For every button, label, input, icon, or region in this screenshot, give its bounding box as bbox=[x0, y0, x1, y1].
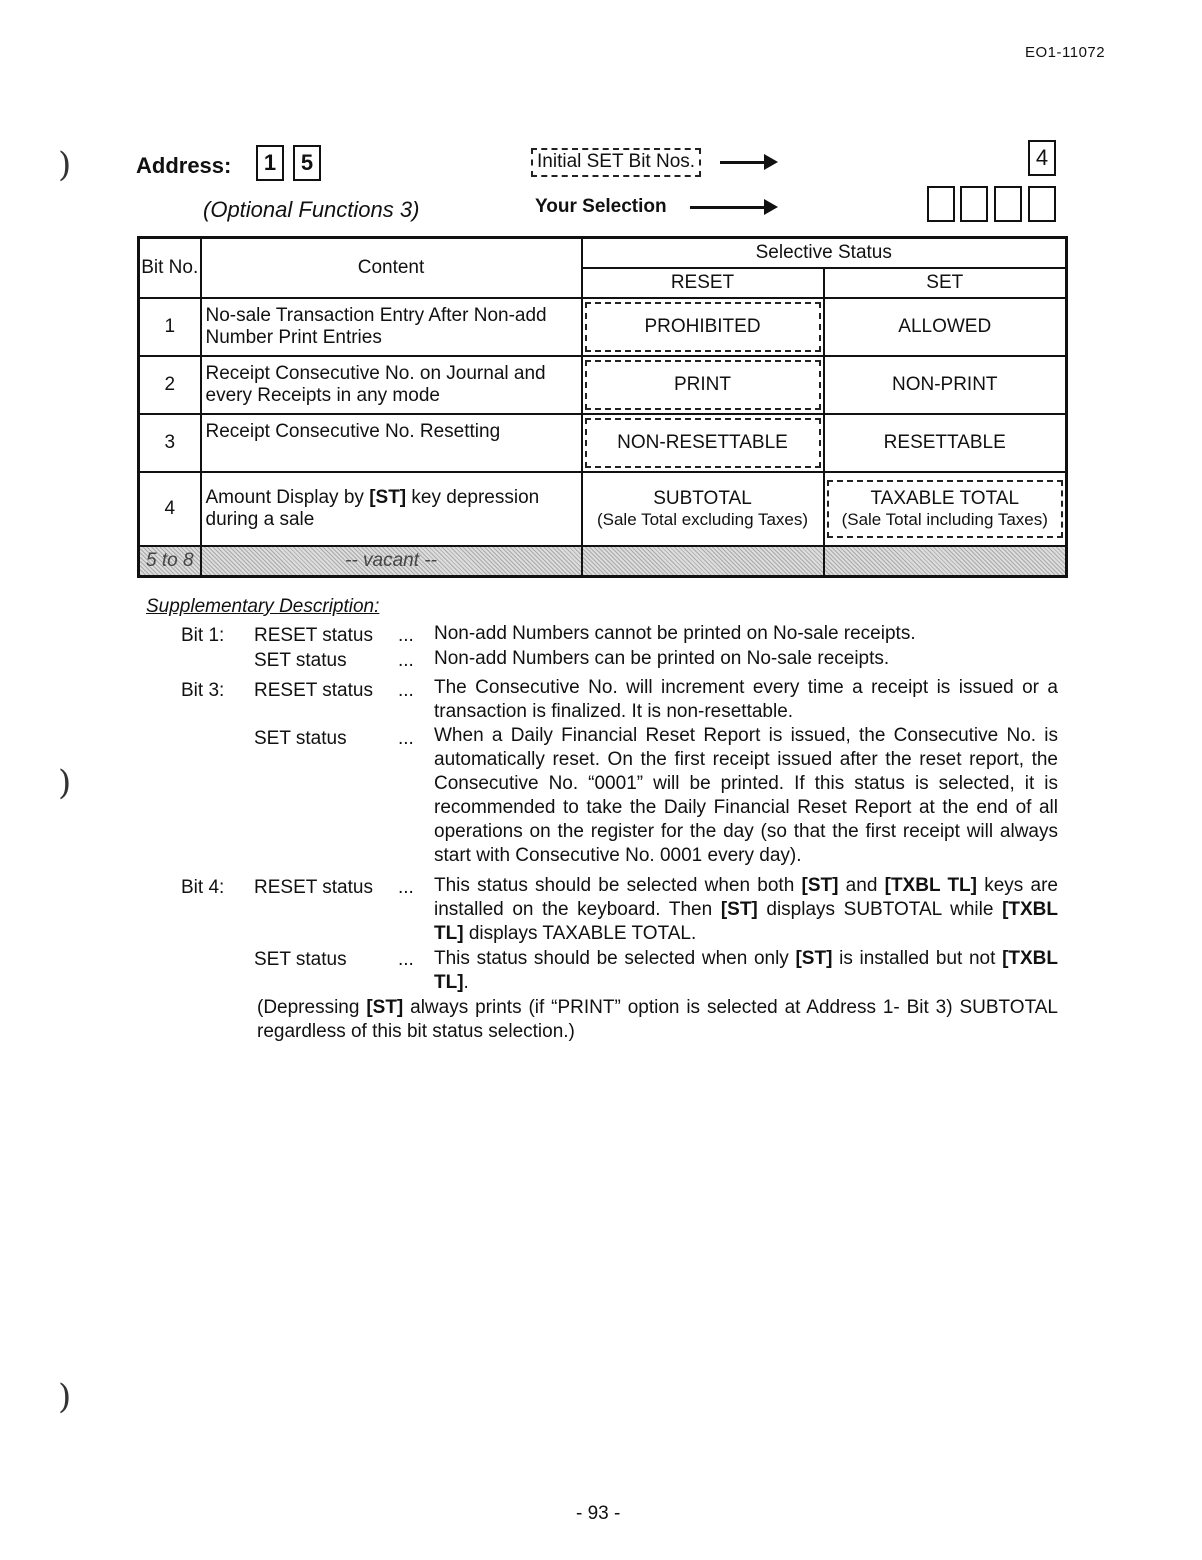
bit-content: Amount Display by [ST] key depression during a sale bbox=[201, 472, 582, 546]
table-row bbox=[139, 472, 1067, 546]
supplementary-title: Supplementary Description: bbox=[146, 596, 380, 617]
selection-box[interactable] bbox=[1028, 186, 1056, 222]
status-description: This status should be selected when both [ST] and [TXBL TL] keys are installed on the keyboard. Then [ST] displays SUBTOTAL while [TXBL TL] displays TAXABLE TOTAL. bbox=[434, 875, 1058, 944]
ellipsis: ... bbox=[398, 728, 414, 749]
page-number: - 93 - bbox=[576, 1503, 621, 1524]
supplementary-note: (Depressing [ST] always prints (if “PRINT” option is selected at Address 1- Bit 3) SUBTOTAL regardless of this bit status selection.) bbox=[257, 997, 1059, 1042]
initial-set-bits-label: Initial SET Bit Nos. bbox=[531, 148, 701, 177]
arrow-right-icon bbox=[720, 161, 774, 164]
bit-number: 1 bbox=[139, 298, 201, 356]
bit-status-table bbox=[137, 236, 1068, 578]
status-label: RESET status bbox=[254, 877, 373, 898]
reset-option: SUBTOTAL (Sale Total excluding Taxes) bbox=[582, 472, 824, 546]
binder-hole-mark: ) bbox=[58, 145, 72, 185]
bit-number: 4 bbox=[139, 472, 201, 546]
status-label: SET status bbox=[254, 949, 347, 970]
bit-number: 5 to 8 bbox=[139, 546, 201, 577]
address-digit-box: 1 bbox=[256, 145, 284, 181]
table-row-vacant bbox=[139, 546, 1067, 577]
reset-option-initial: NON-RESETTABLE bbox=[585, 418, 821, 468]
status-description: When a Daily Financial Reset Report is issued, the Consecutive No. is automatically reset. On the first receipt issued after the reset report, the Consecutive No. “0001” will be printed. If this status is selected, it is recommended to take the Daily Financial Reset Report at the end of all operations on the register for the day (so that the first receipt will always start with Consecutive No. 0001 every day). bbox=[434, 725, 1058, 866]
status-label: SET status bbox=[254, 650, 347, 671]
bit-label: Bit 3: bbox=[181, 680, 225, 701]
status-label: SET status bbox=[254, 728, 347, 749]
key-label: [ST] bbox=[369, 486, 407, 508]
set-option-cell bbox=[824, 472, 1067, 546]
address-label: Address: bbox=[136, 153, 232, 178]
set-option: NON-PRINT bbox=[824, 356, 1067, 414]
status-description: The Consecutive No. will increment every time a receipt is issued or a transaction is finalized. It is non-resettable. bbox=[434, 677, 1058, 722]
status-label: RESET status bbox=[254, 680, 373, 701]
bit-content: No-sale Transaction Entry After Non-add Number Print Entries bbox=[201, 298, 582, 356]
selection-box[interactable] bbox=[994, 186, 1022, 222]
ellipsis: ... bbox=[398, 650, 414, 671]
bit-number: 2 bbox=[139, 356, 201, 414]
table-row bbox=[139, 414, 1067, 472]
vacant-label: -- vacant -- bbox=[201, 546, 582, 577]
address-digit-box: 5 bbox=[293, 145, 321, 181]
column-header-content: Content bbox=[201, 238, 582, 298]
bit-content: Receipt Consecutive No. Resetting bbox=[201, 414, 582, 472]
initial-set-bits-value: 4 bbox=[1028, 140, 1056, 176]
ellipsis: ... bbox=[398, 625, 414, 646]
table-row bbox=[139, 298, 1067, 356]
set-option-initial: TAXABLE TOTAL (Sale Total including Taxes) bbox=[827, 480, 1064, 538]
selection-box[interactable] bbox=[927, 186, 955, 222]
page-subtitle: (Optional Functions 3) bbox=[203, 197, 420, 222]
status-description: This status should be selected when only [ST] is installed but not [TXBL TL]. bbox=[434, 948, 1058, 993]
status-description: Non-add Numbers cannot be printed on No-sale receipts. bbox=[434, 623, 916, 644]
bit-content: Receipt Consecutive No. on Journal and every Receipts in any mode bbox=[201, 356, 582, 414]
bit-number: 3 bbox=[139, 414, 201, 472]
status-label: RESET status bbox=[254, 625, 373, 646]
set-option: ALLOWED bbox=[824, 298, 1067, 356]
selection-box[interactable] bbox=[960, 186, 988, 222]
table-row bbox=[139, 356, 1067, 414]
column-header-selective-status: Selective Status bbox=[582, 238, 1067, 268]
reset-option-initial: PRINT bbox=[585, 360, 821, 410]
ellipsis: ... bbox=[398, 680, 414, 701]
bit-label: Bit 4: bbox=[181, 877, 225, 898]
reset-option-initial: PROHIBITED bbox=[585, 302, 821, 352]
set-option: RESETTABLE bbox=[824, 414, 1067, 472]
status-description: Non-add Numbers can be printed on No-sale receipts. bbox=[434, 648, 890, 669]
ellipsis: ... bbox=[398, 949, 414, 970]
binder-hole-mark: ) bbox=[58, 763, 72, 803]
document-id: EO1-11072 bbox=[1025, 44, 1106, 61]
your-selection-label: Your Selection bbox=[535, 196, 667, 217]
bit-label: Bit 1: bbox=[181, 625, 225, 646]
column-header-reset: RESET bbox=[582, 268, 824, 298]
arrow-right-icon bbox=[690, 206, 774, 209]
ellipsis: ... bbox=[398, 877, 414, 898]
column-header-bit-no: Bit No. bbox=[139, 238, 201, 298]
column-header-set: SET bbox=[824, 268, 1067, 298]
binder-hole-mark: ) bbox=[58, 1377, 72, 1417]
